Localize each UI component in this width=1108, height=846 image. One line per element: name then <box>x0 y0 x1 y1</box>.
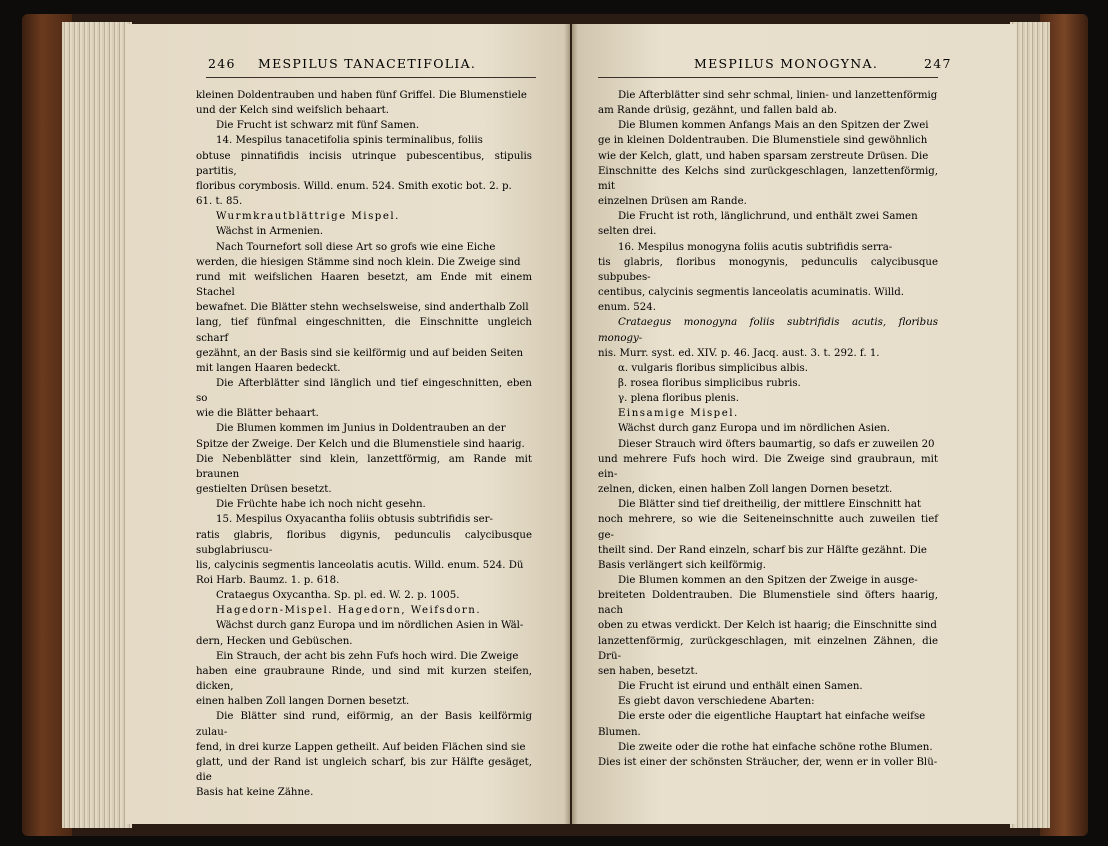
text-line: rund mit weifslichen Haaren besetzt, am Ende mit einem Stachel <box>196 271 532 299</box>
text-line: Blumen. <box>598 726 641 738</box>
text-line: Die Blätter sind tief dreitheilig, der mittlere Einschnitt hat <box>618 499 922 511</box>
page-edges-left <box>62 22 132 828</box>
text-line: dern, Hecken und Gebüschen. <box>196 635 353 647</box>
text-line: Wächst in Armenien. <box>216 226 324 238</box>
variety-line: γ. plena floribus plenis. <box>618 393 739 405</box>
text-line: haben eine graubraune Rinde, und sind mit kurzen steifen, dicken, <box>196 665 532 693</box>
left-header-rule <box>206 77 536 78</box>
text-line: 61. t. 85. <box>196 196 243 208</box>
text-line: wie die Blätter behaart. <box>196 408 319 420</box>
text-line: Crataegus monogyna foliis subtrifidis acutis, floribus monogy- <box>598 317 938 344</box>
text-line: lis, calycinis segmentis lanceolatis acutis. Willd. enum. 524. Dü <box>196 559 524 571</box>
text-line: glatt, und der Rand ist ungleich scharf, bis zur Hälfte gesäget, die <box>196 756 532 784</box>
text-line: tis glabris, floribus monogynis, pedunculis calycibusque subpubes- <box>598 256 938 283</box>
text-line: Wächst durch ganz Europa und im nördlichen Asien in Wäl- <box>216 620 524 632</box>
common-name: Hagedorn-Mispel. Hagedorn, Weifsdorn. <box>216 605 482 617</box>
page-edges-right <box>1010 22 1050 828</box>
book-gutter <box>564 24 578 824</box>
text-line: Die Afterblätter sind sehr schmal, linien- und lanzettenförmig <box>618 90 938 101</box>
left-page-text <box>196 88 532 800</box>
text-line: Die Frucht ist roth, länglichrund, und enthält zwei Samen <box>618 211 918 223</box>
text-line: Die Afterblätter sind länglich und tief eingeschnitten, eben so <box>196 377 532 405</box>
text-line: bewafnet. Die Blätter stehn wechselsweise, sind anderthalb Zoll <box>196 302 529 314</box>
text-line: Basis verlängert sich keilförmig. <box>598 559 766 571</box>
text-line: Ein Strauch, der acht bis zehn Fufs hoch wird. Die Zweige <box>216 650 519 662</box>
text-line: Die Blumen kommen Anfangs Mais an den Spitzen der Zwei <box>618 120 929 132</box>
common-name: Wurmkrautblättrige Mispel. <box>216 211 400 223</box>
text-line: Die Blätter sind rund, eiförmig, an der Basis keilförmig zulau- <box>196 711 532 738</box>
text-line: Nach Tournefort soll diese Art so grofs wie eine Eiche <box>216 241 496 253</box>
text-line: Die Frucht ist eirund und enthält einen Samen. <box>618 681 863 693</box>
text-line: ratis glabris, floribus digynis, pedunculis calycibusque subglabriuscu- <box>196 529 532 556</box>
species-heading: 16. Mespilus monogyna foliis acutis subtrifidis serra- <box>618 241 893 253</box>
text-line: kleinen Doldentrauben und haben fünf Griffel. Die Blumenstiele <box>196 90 527 101</box>
species-heading: 15. Mespilus Oxyacantha foliis obtusis subtrifidis ser- <box>216 514 493 526</box>
right-running-head: MESPILUS MONOGYNA. <box>694 56 879 71</box>
right-page-number: 247 <box>924 56 952 71</box>
text-line: enum. 524. <box>598 302 656 314</box>
text-line: Die Blumen kommen im Junius in Doldentrauben an der <box>216 423 506 435</box>
text-line: Die zweite oder die rothe hat einfache schöne rothe Blumen. <box>618 741 933 753</box>
text-line: Die Nebenblätter sind klein, lanzettförmig, am Rande mit braunen <box>196 453 532 480</box>
variety-line: β. rosea floribus simplicibus rubris. <box>618 377 801 389</box>
text-line: Es giebt davon verschiedene Abarten: <box>618 696 815 708</box>
text-line: lanzettenförmig, zurückgeschlagen, mit einzelnen Zähnen, die Drü- <box>598 635 938 662</box>
left-page-number: 246 <box>208 56 236 71</box>
text-line: oben zu etwas verdickt. Der Kelch ist haarig; die Einschnitte sind <box>598 620 937 632</box>
text-line: breiteten Doldentrauben. Die Blumenstiele sind öfters haarig, nach <box>598 590 938 617</box>
text-line: selten drei. <box>598 226 657 238</box>
text-line: noch mehrere, so wie die Seiteneinschnitte auch zuweilen tief ge- <box>598 514 938 541</box>
variety-line: α. vulgaris floribus simplicibus albis. <box>618 362 809 374</box>
text-line: Einschnitte des Kelchs sind zurückgeschlagen, lanzettenförmig, mit <box>598 165 938 192</box>
species-heading: 14. Mespilus tanacetifolia spinis terminalibus, foliis <box>216 135 483 147</box>
text-line: werden, die hiesigen Stämme sind noch klein. Die Zweige sind <box>196 256 521 268</box>
text-line: sen haben, besetzt. <box>598 665 698 677</box>
text-line: wie der Kelch, glatt, und haben sparsam zerstreute Drüsen. Die <box>598 150 929 162</box>
text-line: Die Früchte habe ich noch nicht gesehn. <box>216 499 426 511</box>
text-line: Die erste oder die eigentliche Hauptart hat einfache weifse <box>618 711 926 723</box>
text-line: Wächst durch ganz Europa und im nördlichen Asien. <box>618 423 890 435</box>
text-line: theilt sind. Der Rand einzeln, scharf bis zur Hälfte gezähnt. Die <box>598 544 927 556</box>
right-header-rule <box>598 77 938 78</box>
text-line: einzelnen Drüsen am Rande. <box>598 196 747 208</box>
left-running-head: MESPILUS TANACETIFOLIA. <box>258 56 477 71</box>
text-line: obtuse pinnatifidis incisis utrinque pubescentibus, stipulis partitis, <box>196 150 532 177</box>
text-line: Die Blumen kommen an den Spitzen der Zweige in ausge- <box>618 575 918 586</box>
text-line: Dies ist einer der schönsten Sträucher, der, wenn er in voller Blü- <box>598 756 938 768</box>
text-line: floribus corymbosis. Willd. enum. 524. Smith exotic bot. 2. p. <box>196 180 512 192</box>
text-line: Roi Harb. Baumz. 1. p. 618. <box>196 575 340 586</box>
text-line: nis. Murr. syst. ed. XIV. p. 46. Jacq. aust. 3. t. 292. f. 1. <box>598 347 880 359</box>
common-name: Einsamige Mispel. <box>618 408 739 420</box>
text-line: am Rande drüsig, gezähnt, und fallen bald ab. <box>598 105 837 117</box>
text-line: und der Kelch sind weifslich behaart. <box>196 105 389 117</box>
text-line: Crataegus Oxycantha. Sp. pl. ed. W. 2. p. 1005. <box>216 590 460 602</box>
text-line: centibus, calycinis segmentis lanceolatis acuminatis. Willd. <box>598 287 905 299</box>
text-line: und mehrere Fufs hoch wird. Die Zweige sind graubraun, mit ein- <box>598 453 938 480</box>
text-line: fend, in drei kurze Lappen getheilt. Auf beiden Flächen sind sie <box>196 741 526 753</box>
text-line: lang, tief fünfmal eingeschnitten, die Einschnitte ungleich scharf <box>196 317 532 344</box>
text-line: zelnen, dicken, einen halben Zoll langen Dornen besetzt. <box>598 484 893 496</box>
text-line: einen halben Zoll langen Dornen besetzt. <box>196 696 410 708</box>
text-line: mit langen Haaren bedeckt. <box>196 362 341 374</box>
right-page-text <box>598 88 938 770</box>
text-line: ge in kleinen Doldentrauben. Die Blumenstiele sind gewöhnlich <box>598 135 928 147</box>
text-line: gezähnt, an der Basis sind sie keilförmig und auf beiden Seiten <box>196 347 524 359</box>
text-line: Basis hat keine Zähne. <box>196 787 314 799</box>
text-line: gestielten Drüsen besetzt. <box>196 484 332 496</box>
text-line: Dieser Strauch wird öfters baumartig, so dafs er zuweilen 20 <box>618 438 935 450</box>
text-line: Spitze der Zweige. Der Kelch und die Blumenstiele sind haarig. <box>196 438 525 450</box>
text-line: Die Frucht ist schwarz mit fünf Samen. <box>216 120 420 132</box>
